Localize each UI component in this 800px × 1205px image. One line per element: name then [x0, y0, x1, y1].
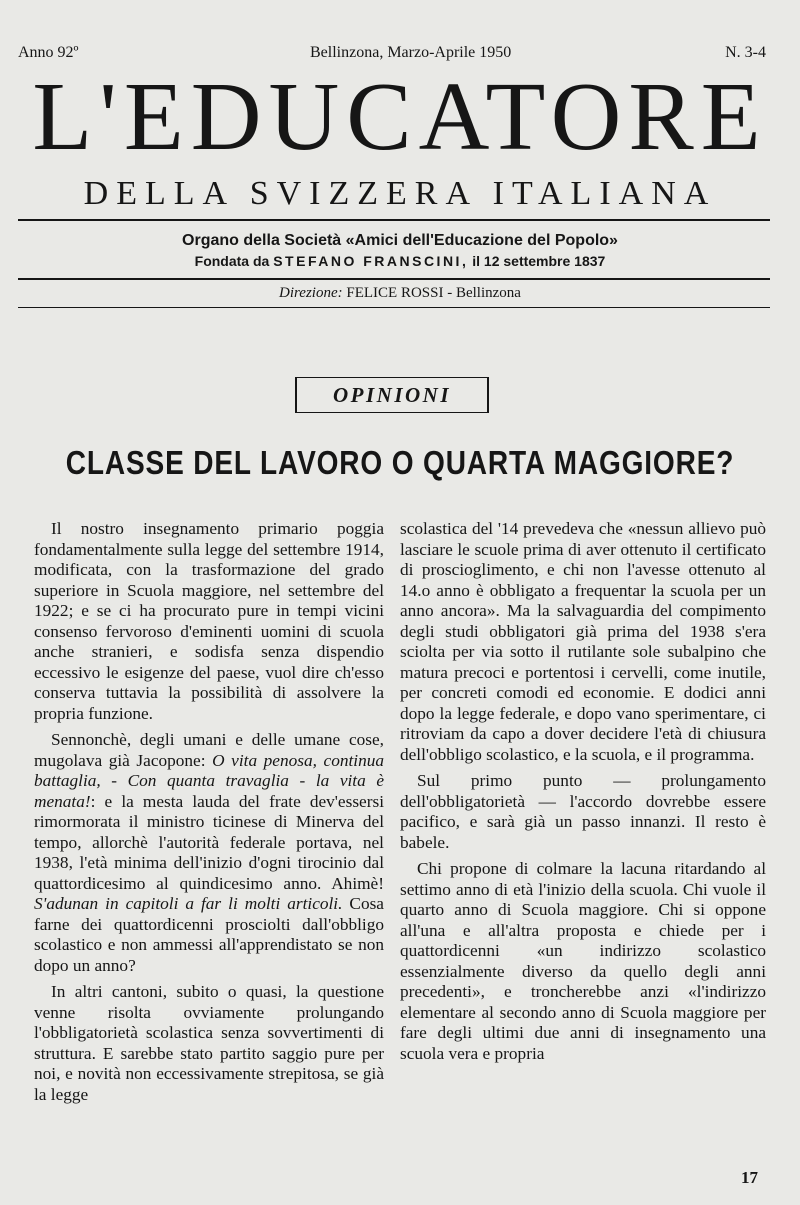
issue-number: N. 3-4	[725, 44, 766, 61]
divider	[18, 307, 770, 308]
divider	[18, 219, 770, 221]
founder-name: STEFANO FRANSCINI,	[273, 253, 469, 269]
quote-capitoli: S'adunan in capitoli a far li molti articoli.	[34, 894, 343, 913]
paragraph: Sul primo punto — prolungamento dell'obbligatorietà — l'accordo dovrebbe essere pacifico, e sarà già un passo innanzi. Il resto è babele.	[400, 771, 766, 852]
masthead-subtitle: DELLA SVIZZERA ITALIANA	[83, 175, 717, 212]
organ-line: Organo della Società «Amici dell'Educazione del Popolo»	[182, 232, 618, 249]
founded-date: il 12 settembre 1837	[472, 253, 606, 269]
paragraph	[34, 730, 384, 976]
issue-info-line	[18, 44, 766, 64]
direction-line	[0, 285, 800, 302]
place-date: Bellinzona, Marzo-Aprile 1950	[310, 44, 512, 61]
masthead-title: L'EDUCATORE	[32, 63, 768, 171]
text-run: : e la mesta lauda del frate dev'essersi rimormorata il ministro ticinese di Minerva del tempo, allorchè l'autorità federale portava, nel 1938, l'età minima dell'inizio d'ogni tirocinio dal quattordicesimo al quindicesimo anno. Ahimè!	[34, 791, 384, 893]
paragraph: Chi propone di colmare la lacuna ritardando al settimo anno di età l'inizio della scuola. Chi vuole il quarto anno di Scuola maggiore. Chi si oppone all'una e all'altra proposta e chiede per i quattordicenni «un indirizzo scolastico essenzialmente diverso da quello degli anni precedenti», e troncherebbe anzi «l'indirizzo elementare al secondo anno di Scuola maggiore per fare degli ultimi due anni di insegnamento una scuola vera e propria	[400, 859, 766, 1063]
article-title: CLASSE DEL LAVORO O QUARTA MAGGIORE?	[65, 444, 735, 481]
quote-jacopone: O vita penosa, continua battaglia, - Con quanta travaglia - la vita è menata!	[34, 750, 384, 811]
founder-line	[0, 252, 800, 270]
director-place: - Bellinzona	[447, 285, 521, 301]
page-number: 17	[741, 1168, 758, 1187]
article-column-left	[34, 519, 384, 1111]
article-column-right	[400, 519, 766, 1070]
divider	[18, 278, 770, 280]
section-label: OPINIONI	[295, 377, 489, 413]
direction-label: Direzione:	[279, 285, 343, 301]
volume-year: Anno 92º	[18, 44, 79, 61]
paragraph: scolastica del '14 prevedeva che «nessun allievo può lasciare le scuole prima di aver ottenuto il certificato di proscioglimento, e chi non l'avesse ottenuto al 14.o anno è obbligato a frequentar la scuola per un anno ancora». Ma la salvaguardia del compimento degli studi obbligatori già prima del 1938 s'era sciolta per via sotto il rutilante sole subalpino che matura precoci e portentosi i cervelli, come inutile, per concreti comodi ed economie. E dodici anni dopo la legge federale, e dopo vano sperimentare, ci ritroviam da capo a dover decidere l'età di chiusura dell'obbligo scolastico, e la scuola, e il programma.	[400, 519, 766, 764]
text-run: Sennonchè, degli umani e delle umane cose, mugolava già Jacopone:	[34, 730, 384, 770]
founded-prefix: Fondata da	[194, 253, 270, 269]
paragraph: In altri cantoni, subito o quasi, la questione venne risolta ovviamente prolungando l'obbligatorietà scolastica senza sovvertimenti di struttura. E sarebbe stato partito saggio pure per noi, e novità non eccessivamente strepitosa, se già la legge	[34, 982, 384, 1104]
director-name: FELICE ROSSI	[346, 285, 444, 301]
text-run: Cosa farne dei quattordicenni prosciolti dall'obbligo scolastico e non ammessi all'apprendistato se non dopo un anno?	[34, 894, 384, 975]
paragraph: Il nostro insegnamento primario poggia fondamentalmente sulla legge del settembre 1914, modificata, con la trasformazione del grado superiore in Scuola maggiore, nel settembre del 1922; e se ci ha procurato pure in tempi vicini consenso fervoroso d'eminenti uomini di scuola anche stranieri, e sodisfa senza dispendio eccessivo le esigenze del paese, vuol dire ch'esso conserva tuttavia la possibilità di assolvere la propria funzione.	[34, 519, 384, 723]
